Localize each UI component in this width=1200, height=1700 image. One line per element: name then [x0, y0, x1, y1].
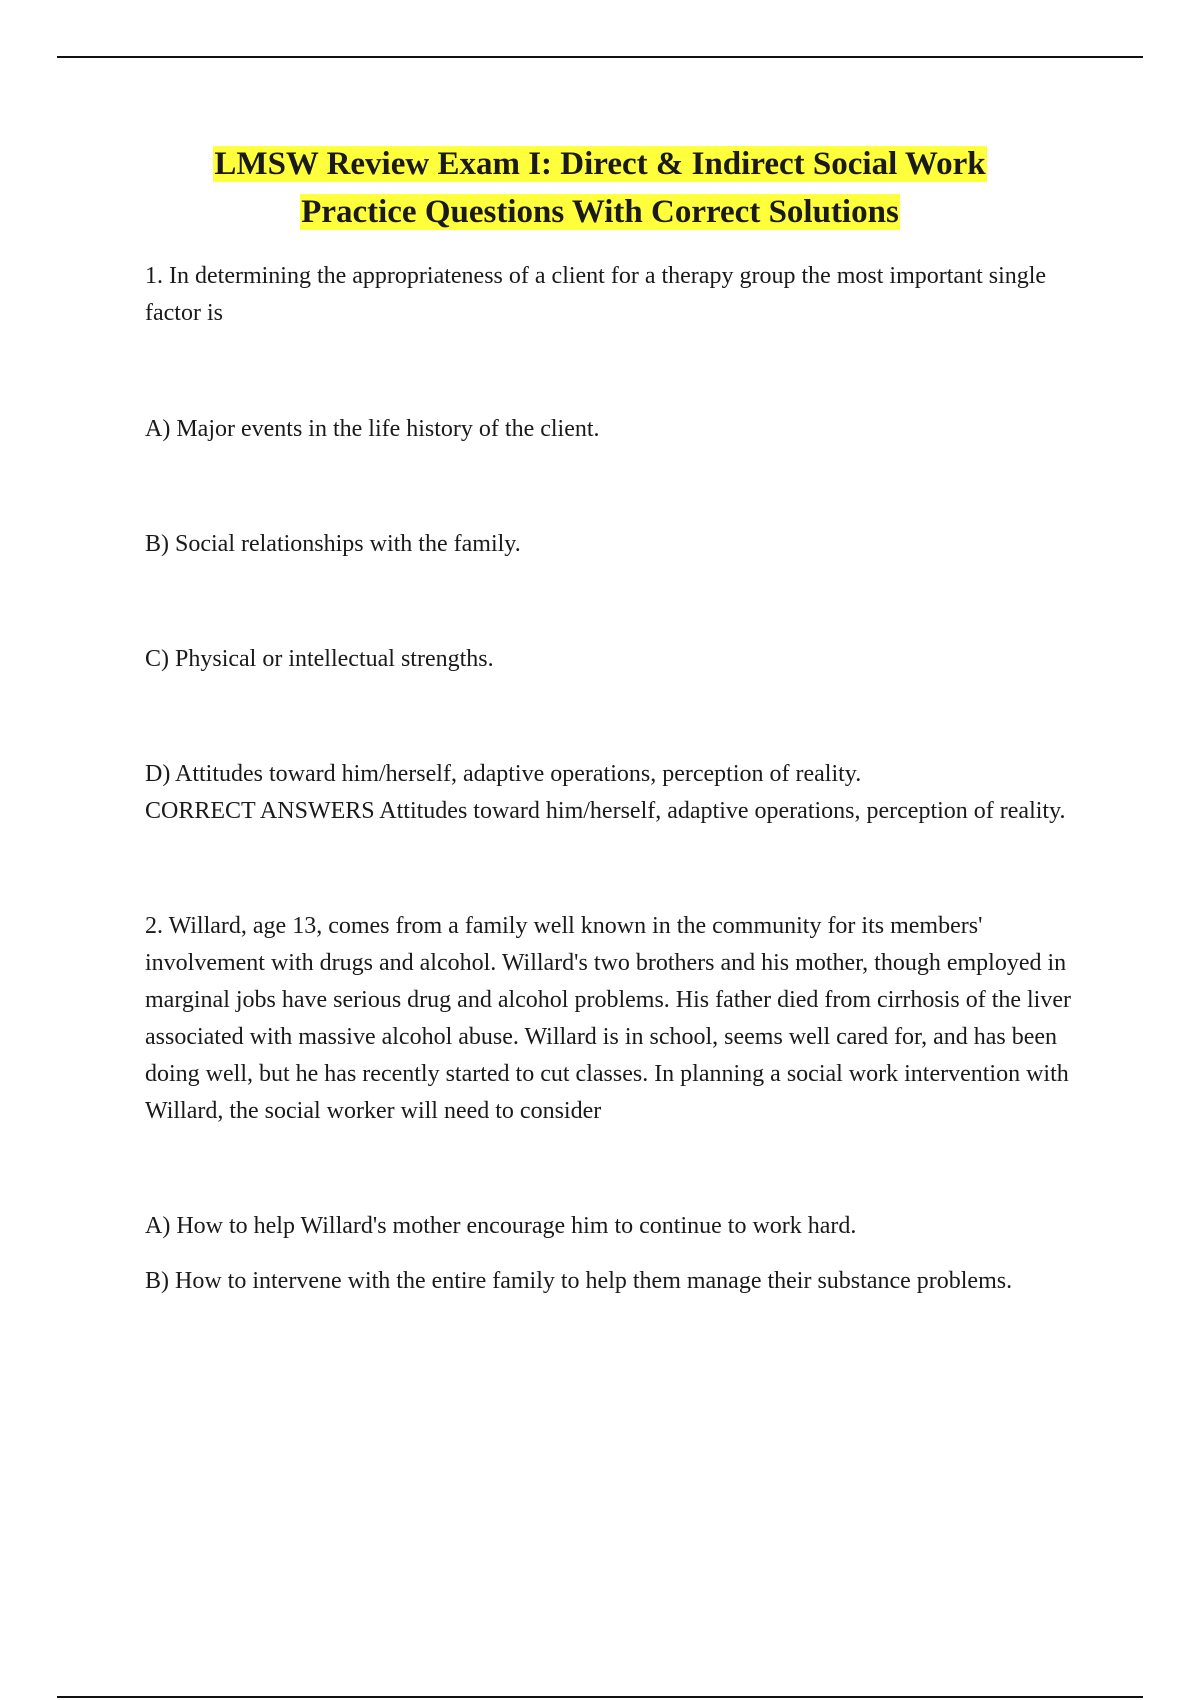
- question-2-option-b: B) How to intervene with the entire family to help them manage their substance problems.: [145, 1268, 1013, 1294]
- question-2-stem: 2. Willard, age 13, comes from a family well known in the community for its members' involvement with drugs and alcohol. Willard's two brothers and his mother, though employed in marginal jobs have serious drug and alcohol problems. His father died from cirrhosis of the liver associated with massive alcohol abuse. Willard is in school, seems well cared for, and has been doing well, but he has recently started to cut classes. In planning a social work intervention with Willard, the social worker will need to consider: [145, 913, 1071, 1124]
- document-title: [120, 140, 1080, 236]
- top-rule: [57, 56, 1143, 58]
- question-1-option-d: D) Attitudes toward him/herself, adaptive operations, perception of reality.: [145, 761, 862, 787]
- question-1-answer: CORRECT ANSWERS Attitudes toward him/herself, adaptive operations, perception of reality.: [145, 798, 1066, 824]
- question-1-option-b: B) Social relationships with the family.: [145, 531, 521, 557]
- title-line-2: Practice Questions With Correct Solutions: [301, 194, 899, 230]
- bottom-rule: [57, 1696, 1143, 1698]
- question-1-option-c: C) Physical or intellectual strengths.: [145, 646, 494, 672]
- title-line-1: LMSW Review Exam I: Direct & Indirect Social Work: [214, 146, 986, 182]
- question-2-option-a: A) How to help Willard's mother encourage him to continue to work hard.: [145, 1213, 857, 1239]
- document-body: [145, 258, 1085, 1300]
- question-1-stem: 1. In determining the appropriateness of a client for a therapy group the most important single factor is: [145, 263, 1047, 326]
- question-1-option-a: A) Major events in the life history of the client.: [145, 416, 600, 442]
